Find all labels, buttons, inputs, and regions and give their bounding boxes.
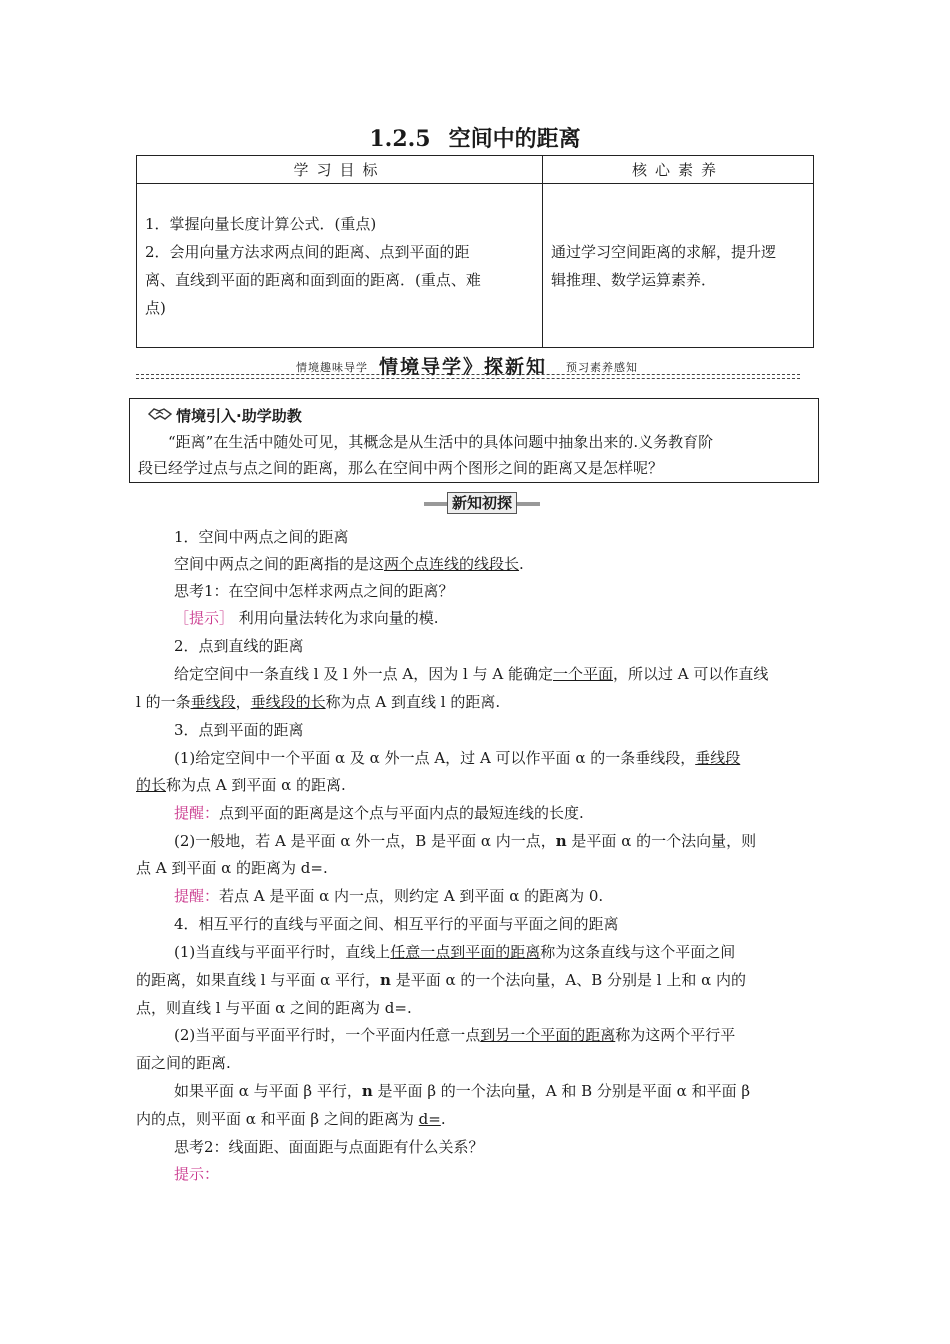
- text: (2)一般地，若 A 是平面 α 外一点，B 是平面 α 内一点，: [174, 832, 556, 850]
- section-label-text: 新知初探: [447, 492, 517, 514]
- s3-line2: [136, 775, 346, 795]
- hint-tag: ［提示］: [174, 609, 235, 627]
- label-bar: [424, 502, 448, 506]
- banner-right-text: 预习素养感知: [566, 361, 638, 374]
- handshake-icon: [148, 405, 172, 421]
- s4-title: 4．相互平行的直线与平面之间、相互平行的平面与平面之间的距离: [174, 915, 619, 933]
- think2: 思考2：线面距、面面距与点面距有什么关系？: [174, 1138, 484, 1156]
- section-banner: [136, 352, 800, 380]
- intro-line: “距离”在生活中随处可见，其概念是从生活中的具体问题中抽象出来的.义务教育阶: [168, 433, 714, 451]
- text: 是平面 α 的一个法向量，A、B 分别是 l 上和 α 内的: [390, 971, 746, 989]
- objective-line: 离、直线到平面的距离和面到面的距离．(重点、难: [145, 270, 481, 289]
- s4-line1: [174, 942, 735, 962]
- intro-text: [138, 429, 812, 481]
- intro-box: [129, 398, 819, 483]
- label-bar: [516, 502, 540, 506]
- text: ，所以过 A 可以作直线: [613, 665, 769, 683]
- objectives-table: [136, 155, 814, 348]
- objectives-left-cell: [137, 184, 543, 348]
- objectives-header-left: 学习目标: [137, 156, 543, 184]
- title-text: 空间中的距离: [448, 126, 581, 152]
- text: (1)给定空间中一个平面 α 及 α 外一点 A，过 A 可以作平面 α 的一条垂线段，: [174, 749, 696, 767]
- underlined-answer: 任意一点到平面的距离: [390, 943, 541, 961]
- remind1: [174, 803, 584, 823]
- text: (2)当平面与平面平行时，一个平面内任意一点: [174, 1026, 481, 1044]
- text: 若点 A 是平面 α 内一点，则约定 A 到平面 α 的距离为 0.: [219, 887, 604, 905]
- text: 称为点 A 到直线 l 的距离.: [325, 693, 501, 711]
- objective-line: 点): [145, 298, 166, 317]
- vector-n: n: [380, 971, 391, 989]
- objective-line: 1．掌握向量长度计算公式．(重点): [145, 214, 377, 233]
- underlined-answer: 垂线段: [695, 749, 741, 767]
- underlined-answer: 的长: [136, 776, 167, 794]
- text: ，: [235, 693, 251, 711]
- section-label: [424, 492, 540, 514]
- underlined-answer: d=: [418, 1110, 441, 1128]
- banner-main-text: 情境导学》探新知: [379, 356, 548, 378]
- text: l 的一条: [136, 693, 191, 711]
- remind-tag: 提醒：: [174, 804, 220, 822]
- literacy-line: 通过学习空间距离的求解，提升逻: [551, 242, 777, 261]
- text: 称为这两个平行平: [615, 1026, 736, 1044]
- vector-n: n: [361, 1082, 373, 1100]
- intro-heading: 情境引入·助学助教: [176, 407, 302, 425]
- s4-line3: 点，则直线 l 与平面 α 之间的距离为 d=.: [136, 999, 412, 1017]
- intro-line: 段已经学过点与点之间的距离，那么在空间中两个图形之间的距离又是怎样呢？: [138, 459, 664, 477]
- s4-line2: [136, 970, 746, 990]
- text: 的距离，如果直线 l 与平面 α 平行，: [136, 971, 381, 989]
- text: 点到平面的距离是这个点与平面内点的最短连线的长度.: [219, 804, 584, 822]
- hint1: [174, 608, 439, 628]
- think1: 思考1：在空间中怎样求两点之间的距离？: [174, 582, 454, 600]
- underlined-answer: 垂线段: [190, 693, 236, 711]
- s2-line2: [136, 692, 500, 712]
- s2-title: 2．点到直线的距离: [174, 637, 304, 655]
- objectives-header-right: 核心素养: [543, 156, 814, 184]
- s2-line1: [174, 664, 768, 684]
- text: 给定空间中一条直线 l 及 l 外一点 A，因为 l 与 A 能确定: [174, 665, 553, 683]
- text: .: [519, 555, 524, 573]
- s3-line4: 点 A 到平面 α 的距离为 d=.: [136, 859, 328, 877]
- objective-line: 2．会用向量方法求两点间的距离、点到平面的距: [145, 242, 470, 261]
- remind-tag: 提醒：: [174, 887, 220, 905]
- text: 空间中两点之间的距离指的是这: [174, 555, 385, 573]
- title-number: 1.2.5: [369, 126, 431, 152]
- text: 是平面 α 的一个法向量，则: [566, 832, 757, 850]
- objectives-right-cell: [543, 184, 814, 348]
- page-title: [0, 122, 950, 153]
- s4-line5: 面之间的距离.: [136, 1054, 231, 1072]
- literacy-line: 辑推理、数学运算素养．: [551, 270, 717, 289]
- text: 利用向量法转化为求向量的模.: [234, 609, 439, 627]
- underlined-answer: 两个点连线的线段长: [384, 555, 520, 573]
- hint2: 提示：: [174, 1165, 220, 1183]
- text: 是平面 β 的一个法向量，A 和 B 分别是平面 α 和平面 β: [372, 1082, 751, 1100]
- s3-title: 3．点到平面的距离: [174, 721, 304, 739]
- text: 称为这条直线与这个平面之间: [540, 943, 736, 961]
- text: .: [440, 1110, 446, 1128]
- underlined-answer: 垂线段的长: [250, 693, 326, 711]
- s1-text: [174, 554, 524, 574]
- s1-title: 1．空间中两点之间的距离: [174, 528, 349, 546]
- s4-line6: [174, 1081, 750, 1101]
- remind2: [174, 886, 603, 906]
- underlined-answer: 一个平面: [552, 665, 613, 683]
- s3-line1: [174, 748, 740, 768]
- vector-n: n: [555, 832, 567, 850]
- underlined-answer: 到另一个平面的距离: [480, 1026, 616, 1044]
- s4-line7: [136, 1109, 446, 1129]
- banner-left-text: 情境趣味导学: [296, 361, 368, 374]
- text: 如果平面 α 与平面 β 平行，: [174, 1082, 362, 1100]
- text: 内的点，则平面 α 和平面 β 之间的距离为: [136, 1110, 419, 1128]
- text: (1)当直线与平面平行时，直线上: [174, 943, 391, 961]
- s3-line3: [174, 831, 756, 851]
- s4-line4: [174, 1025, 735, 1045]
- text: 称为点 A 到平面 α 的距离.: [166, 776, 346, 794]
